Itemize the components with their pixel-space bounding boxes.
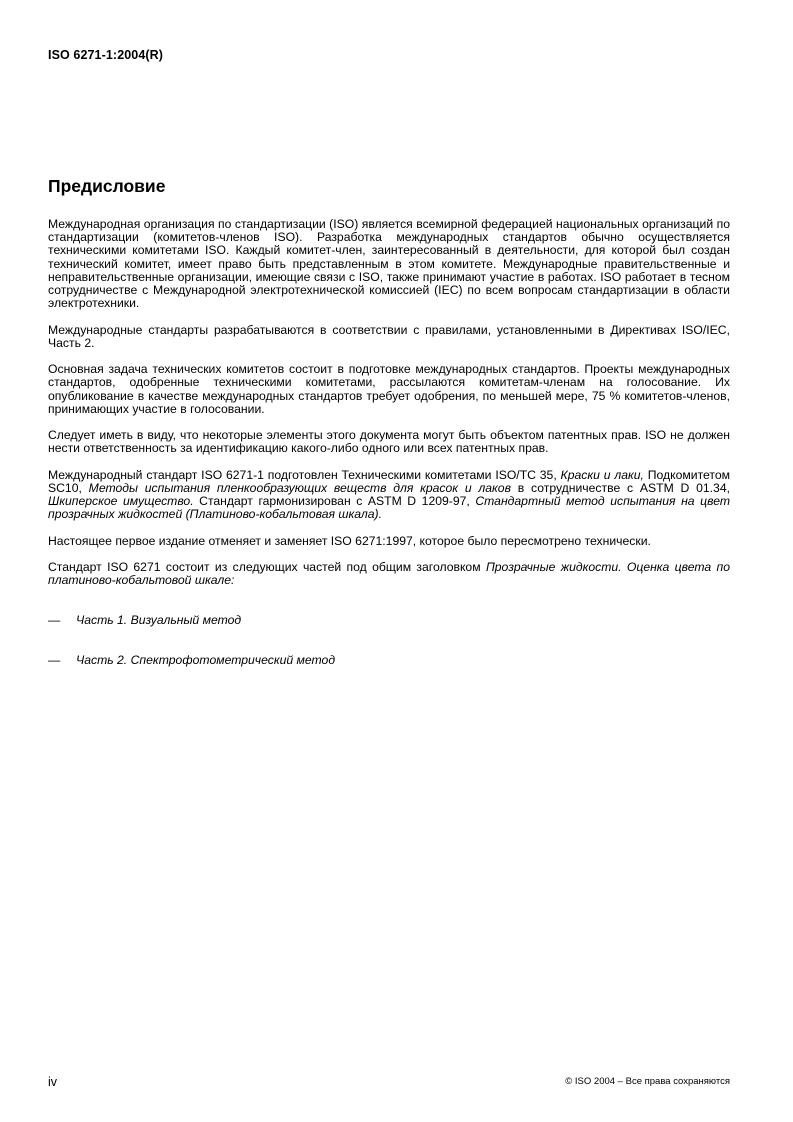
preparation-italic-2: Методы испытания пленкообразующих веществ для красок и лаков <box>88 481 511 495</box>
list-item <box>48 654 730 667</box>
preparation-text-4: Стандарт гармонизирован с ASTM D 1209-97, <box>193 494 476 509</box>
document-id-header: ISO 6271-1:2004(R) <box>48 48 164 62</box>
list-dash: — <box>48 612 61 627</box>
page-number: iv <box>48 1075 58 1089</box>
foreword-body <box>48 218 730 693</box>
preparation-text-1: Международный стандарт ISO 6271-1 подготовлен Техническими комитетами ISO/TC 35, <box>48 467 561 482</box>
copyright-notice: © ISO 2004 – Все права сохраняются <box>565 1076 730 1087</box>
list-item <box>48 614 730 627</box>
paragraph-committee-task: Основная задача технических комитетов состоит в подготовке международных стандартов. Проекты международных стандартов, одобренные техническими комитетами, рассылаются комитетам-членам на голосование. Их опубликование в качестве международных стандартов требует одобрения, по меньшей мере, 75 % комитетов-членов, принимающих участие в голосовании. <box>48 362 730 416</box>
paragraph-parts-intro <box>48 561 730 587</box>
parts-intro-italic: Прозрачные жидкости. Оценка цвета по платиново-кобальтовой шкале: <box>48 560 730 588</box>
parts-intro-text: Стандарт ISO 6271 состоит из следующих частей под общим заголовком <box>48 560 486 575</box>
paragraph-iso-directives: Международные стандарты разрабатываются в соответствии с правилами, установленными в Директивах ISO/IEC, Часть 2. <box>48 322 730 350</box>
list-dash: — <box>48 652 61 667</box>
paragraph-preparation <box>48 469 730 522</box>
paragraph-edition: Настоящее первое издание отменяет и заменяет ISO 6271:1997, которое было пересмотрено технически. <box>48 533 651 548</box>
paragraph-iso-organization: Международная организация по стандартизации (ISO) является всемирной федерацией национальных организаций по стандартизации (комитетов-членов ISO). Разработка международных стандартов обычно осуществляется техническими комитетами ISO. Каждый комитет-член, заинтересованный в деятельности, для которой был создан технический комитет, имеет право быть представленным в этом комитете. Международные правительственные и неправительственные организации, имеющие связи с ISO, также принимают участие в работах. ISO работает в тесном сотрудничестве с Международной электротехнической комиссией (IEC) по всем вопросам стандартизации в области электротехники. <box>48 217 730 311</box>
preparation-italic-4: Стандартный метод испытания на цвет прозрачных жидкостей (Платиново-кобальтовая шкала). <box>48 494 731 522</box>
preparation-italic-1: Краски и лаки, <box>560 467 644 482</box>
page-title: Предисловие <box>48 176 166 196</box>
part-title: Часть 2. Спектрофотометрический метод <box>76 652 336 667</box>
preparation-italic-3: Шкиперское имущество. <box>48 494 194 509</box>
part-title: Часть 1. Визуальный метод <box>76 612 242 627</box>
parts-list <box>48 614 730 667</box>
preparation-text-2: Подкомитетом SC10, <box>48 467 730 495</box>
preparation-text-3: в сотрудничестве с ASTM D 01.34, <box>510 481 730 495</box>
paragraph-patent-notice: Следует иметь в виду, что некоторые элементы этого документа могут быть объектом патентных прав. ISO не должен нести ответственность за идентификацию какого-либо одного или всех патентных прав. <box>48 428 730 456</box>
